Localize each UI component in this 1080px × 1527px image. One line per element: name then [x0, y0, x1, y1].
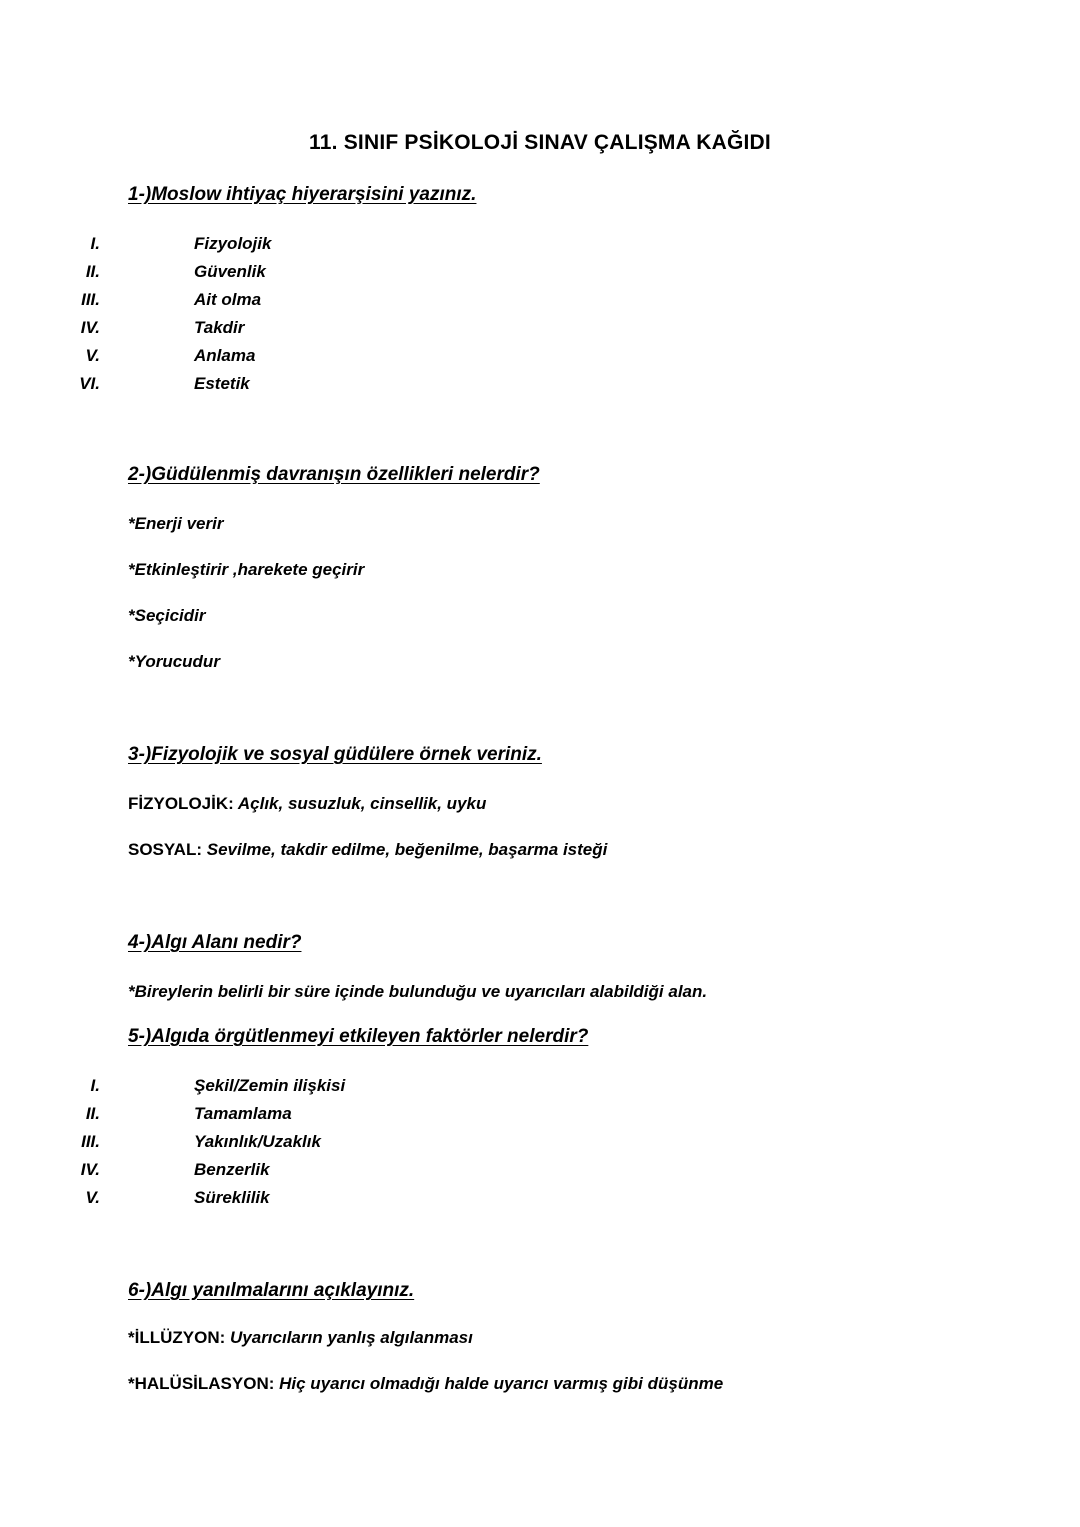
list-text: Süreklilik — [194, 1188, 270, 1207]
list-text: Şekil/Zemin ilişkisi — [194, 1076, 346, 1095]
answer-label: *İLLÜZYON: — [128, 1328, 226, 1347]
answer-line: *Seçicidir — [128, 606, 206, 625]
list-number: IV. — [80, 1160, 100, 1179]
answer-line: *Enerji verir — [128, 514, 224, 533]
answer-halusilasyon — [128, 1374, 723, 1394]
answer-text: Sevilme, takdir edilme, beğenilme, başarma isteği — [202, 840, 608, 859]
question-1: 1-)Moslow ihtiyaç hiyerarşisini yazınız. — [128, 184, 477, 205]
answer-text: Açlık, susuzluk, cinsellik, uyku — [233, 794, 487, 813]
list-text: Yakınlık/Uzaklık — [194, 1132, 321, 1151]
answer-line: *Etkinleştirir ,harekete geçirir — [128, 560, 365, 579]
answer-sosyal — [128, 840, 607, 860]
list-number: V. — [85, 1188, 100, 1207]
list-number: VI. — [79, 374, 100, 393]
answer-text: Uyarıcıların yanlış algılanması — [225, 1328, 473, 1347]
list-number: V. — [85, 346, 100, 365]
question-2: 2-)Güdülenmiş davranışın özellikleri nelerdir? — [128, 464, 540, 485]
question-4: 4-)Algı Alanı nedir? — [128, 932, 302, 953]
answer-label: SOSYAL: — [128, 840, 203, 859]
answer-line: *Bireylerin belirli bir süre içinde bulunduğu ve uyarıcıları alabildiği alan. — [128, 982, 708, 1001]
list-text: Takdir — [194, 318, 245, 337]
list-number: IV. — [80, 318, 100, 337]
question-6: 6-)Algı yanılmalarını açıklayınız. — [128, 1280, 415, 1301]
list-text: Estetik — [194, 374, 250, 393]
list-text: Anlama — [194, 346, 256, 365]
list-number: I. — [90, 234, 100, 253]
list-number: III. — [81, 290, 100, 309]
list-number: III. — [81, 1132, 100, 1151]
list-number: I. — [90, 1076, 100, 1095]
answer-label: FİZYOLOJİK: — [128, 794, 234, 813]
list-number: II. — [85, 262, 100, 281]
answer-text: Hiç uyarıcı olmadığı halde uyarıcı varmış gibi düşünme — [274, 1374, 724, 1393]
list-text: Güvenlik — [194, 262, 266, 281]
list-text: Tamamlama — [194, 1104, 292, 1123]
list-number: II. — [85, 1104, 100, 1123]
answer-illuzyon — [128, 1328, 473, 1348]
answer-line: *Yorucudur — [128, 652, 220, 671]
answer-fizyolojik — [128, 794, 486, 814]
page-title: 11. SINIF PSİKOLOJİ SINAV ÇALIŞMA KAĞIDI — [309, 131, 771, 154]
list-text: Ait olma — [194, 290, 262, 309]
question-3: 3-)Fizyolojik ve sosyal güdülere örnek veriniz. — [128, 744, 542, 765]
question-5: 5-)Algıda örgütlenmeyi etkileyen faktörler nelerdir? — [128, 1026, 589, 1047]
list-text: Benzerlik — [194, 1160, 270, 1179]
list-text: Fizyolojik — [194, 234, 272, 253]
answer-label: *HALÜSİLASYON: — [128, 1374, 275, 1393]
